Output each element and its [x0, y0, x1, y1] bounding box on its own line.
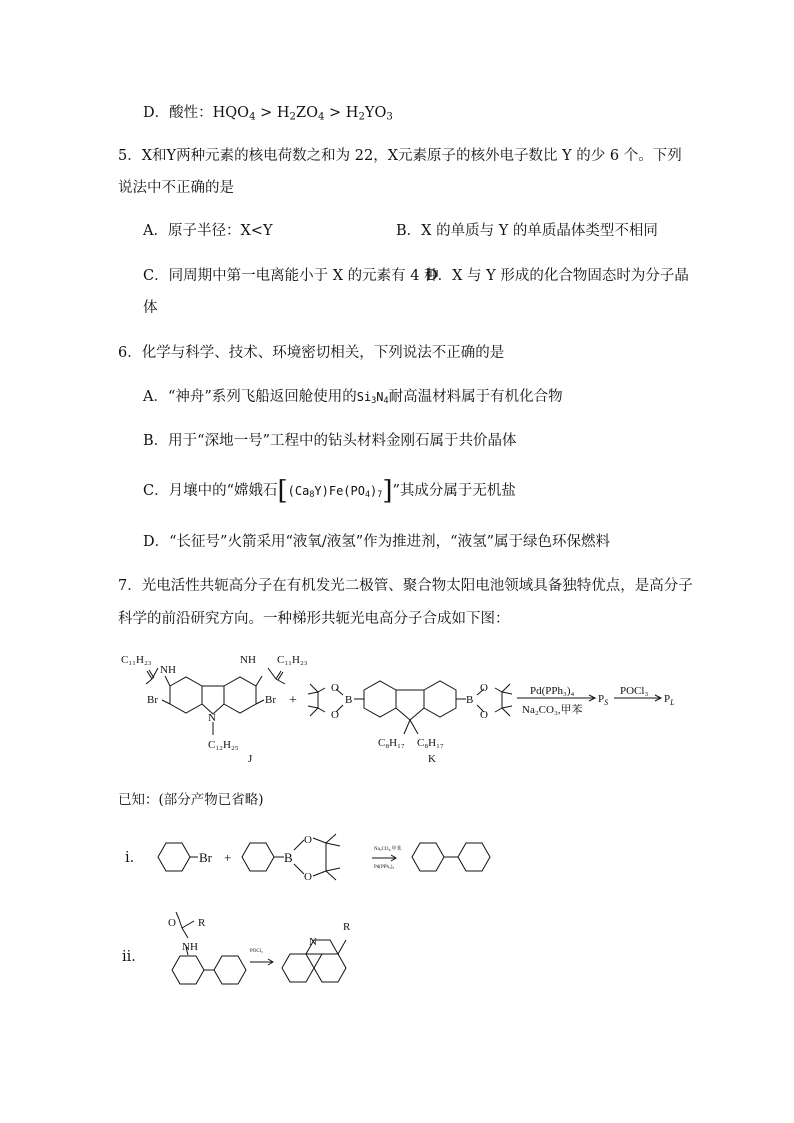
rxn-ii-oxygen: O: [168, 917, 176, 929]
compound-k-label: K: [428, 753, 436, 765]
rxn-i-oxygen-bottom: O: [304, 871, 312, 883]
oxygen-right-top: O: [480, 682, 488, 694]
rxn-i-cond-top: Na₂CO₃,甲苯: [374, 847, 402, 852]
br-right: Br: [265, 694, 276, 706]
reagent-top: Pd(PPh₃)₄: [530, 685, 575, 697]
rxn-i-label: i．: [125, 850, 145, 866]
q6-stem: 6．化学与科学、技术、环境密切相关，下列说法不正确的是: [118, 345, 505, 361]
rxn-ii-label: ii．: [122, 949, 146, 965]
rxn-i-br: Br: [199, 850, 212, 865]
q5-number: 5．: [118, 148, 142, 164]
rxn-i-oxygen-top: O: [304, 834, 312, 846]
q6-option-b: B．用于“深地一号”工程中的钻头材料金刚石属于共价晶体: [143, 433, 517, 449]
compound-j-label: J: [248, 753, 253, 765]
br-left: Br: [147, 694, 158, 706]
q6-option-a: A．“神舟”系列飞船返回舱使用的$Si_3N_4$耐高温材料属于有机化合物: [143, 389, 563, 406]
q5-option-c: C．同周期中第一电离能小于 X 的元素有 4 种: [143, 268, 439, 284]
q6-number: 6．: [118, 345, 142, 361]
q7-number: 7．: [118, 578, 142, 594]
oxygen-left-bottom: O: [331, 709, 339, 721]
rxn-ii-n: N: [309, 936, 317, 948]
c11h23-left: C₁₁H₂₃: [121, 654, 152, 666]
boron-right: B: [466, 694, 474, 706]
n-atom: N: [208, 712, 216, 724]
rxn-i-boron: B: [284, 850, 293, 865]
q5-option-b: B．X 的单质与 Y 的单质晶体类型不相同: [396, 223, 658, 239]
c11h23-right: C₁₁H₂₃: [277, 654, 308, 666]
nh-right: NH: [240, 654, 256, 666]
rxn-ii-r: R: [198, 917, 206, 929]
rxn-i-plus: +: [224, 850, 232, 865]
c8h17-b: C₈H₁₇: [417, 737, 444, 749]
oxygen-right-bottom: O: [480, 709, 488, 721]
reagent-pocl3: POCl₃: [620, 685, 649, 697]
q5-option-a: A．原子半径：X<Y: [143, 223, 273, 239]
q4-option-d: D．酸性：$HQO_4 > H_2ZO_4 > H_2YO_3$: [143, 105, 393, 123]
q7-stem-line2: 科学的前沿研究方向。一种梯形共轭光电高分子合成如下图：: [118, 611, 510, 627]
q6-option-c: C．月壤中的“嫦娥石$[(Ca_8Y)Fe(PO_4)_7]$”其成分属于无机盐: [143, 476, 516, 506]
plus-sign: +: [289, 693, 297, 708]
reagent-bottom: Na₂CO₃,甲苯: [522, 704, 583, 716]
product-pl: $P_L$: [664, 693, 675, 707]
c8h17-a: C₈H₁₇: [378, 737, 405, 749]
q5-option-d-line2: 体: [143, 300, 158, 316]
c12h25-label: C₁₂H₂₅: [208, 739, 239, 751]
q5-option-d-line1: D．X 与 Y 形成的化合物固态时为分子晶: [426, 268, 689, 284]
q7-stem-line1: 7．光电活性共轭高分子在有机发光二极管、聚合物太阳电池领域具备独特优点，是高分子: [118, 578, 693, 594]
rxn-ii-r2: R: [343, 921, 351, 933]
rxn-ii-nh: NH: [182, 941, 198, 953]
q5-stem-line2: 说法中不正确的是: [118, 180, 234, 196]
oxygen-left-top: O: [331, 682, 339, 694]
rxn-ii-cond: POCl₃: [250, 949, 263, 954]
q6-option-d: D．“长征号”火箭采用“液氧/液氢”作为推进剂，“液氢”属于绿色环保燃料: [143, 534, 610, 550]
product-ps: $P_S$: [598, 693, 609, 707]
boron-left: B: [345, 694, 353, 706]
rxn-i-cond-bottom: Pd(PPh₃)₄: [374, 865, 395, 870]
nh-left: NH: [160, 664, 176, 676]
q5-stem-line1: 5．X和Y两种元素的核电荷数之和为 22，X元素原子的核外电子数比 Y 的少 6 个。下列: [118, 148, 682, 164]
known-label: 已知：(部分产物已省略): [118, 792, 264, 808]
